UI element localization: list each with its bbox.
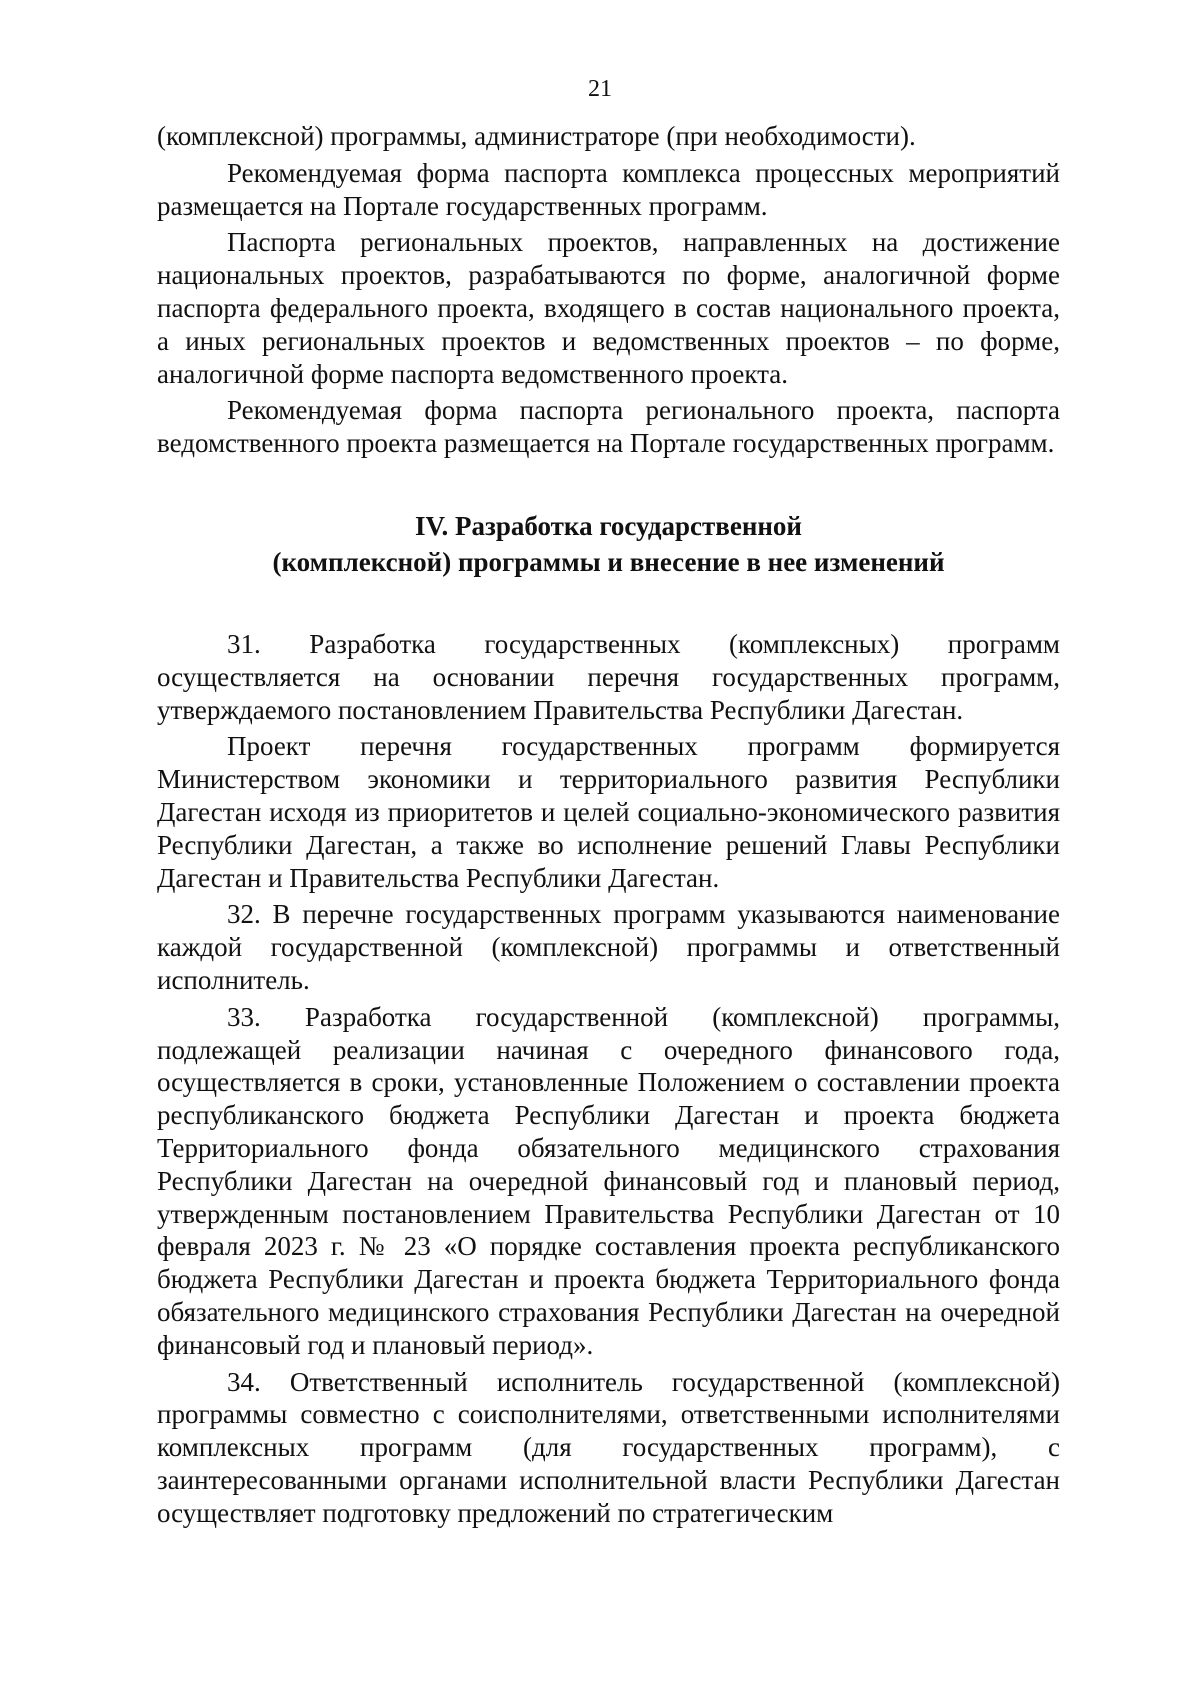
paragraph: Паспорта региональных проектов, направленных на достижение национальных проектов, разрабатываются по форме, аналогичной форме паспорта федерального проекта, входящего в состав национального проекта, а иных региональных проектов и ведомственных проектов – по форме, аналогичной форме паспорта ведомственного проекта. — [157, 227, 1060, 389]
section-heading-line-1: IV. Разработка государственной — [414, 510, 802, 541]
top-paragraphs — [157, 120, 1060, 460]
section-heading — [157, 508, 1060, 580]
document-body — [157, 120, 1060, 1533]
paragraph: (комплексной) программы, администраторе (при необходимости). — [157, 121, 916, 151]
section-heading-line-2: (комплексной) программы и внесение в нее изменений — [272, 546, 945, 577]
paragraph: Проект перечня государственных программ формируется Министерством экономики и территориального развития Республики Дагестан исходя из приоритетов и целей социально-экономического развития Республики Дагестан, а также во исполнение решений Главы Республики Дагестан и Правительства Республики Дагестан. — [157, 731, 1060, 893]
paragraph-33: 33. Разработка государственной (комплексной) программы, подлежащей реализации начиная с очередного финансового года, осуществляется в сроки, установленные Положением о составлении проекта республиканского бюджета Республики Дагестан и проекта бюджета Территориального фонда обязательного медицинского страхования Республики Дагестан на очередной финансовый год и плановый период, утвержденным постановлением Правительства Республики Дагестан от 10 февраля 2023 г. № 23 «О порядке составления проекта республиканского бюджета Республики Дагестан и проекта бюджета Территориального фонда обязательного медицинского страхования Республики Дагестан на очередной финансовый год и плановый период». — [157, 1001, 1060, 1360]
paragraph-32: 32. В перечне государственных программ указываются наименование каждой государственной (комплексной) программы и ответственный исполнитель. — [157, 899, 1060, 995]
bottom-paragraphs — [157, 628, 1060, 1530]
paragraph: Рекомендуемая форма паспорта регионального проекта, паспорта ведомственного проекта размещается на Портале государственных программ. — [157, 395, 1060, 459]
paragraph: Рекомендуемая форма паспорта комплекса процессных мероприятий размещается на Портале государственных программ. — [157, 157, 1060, 221]
page-number: 21 — [588, 76, 612, 102]
paragraph-34: 34. Ответственный исполнитель государственной (комплексной) программы совместно с соисполнителями, ответственными исполнителями комплексных программ (для государственных программ), с заинтересованными органами исполнительной власти Республики Дагестан осуществляет подготовку предложений по стратегическим — [157, 1366, 1060, 1528]
paragraph-31: 31. Разработка государственных (комплексных) программ осуществляется на основании перечня государственных программ, утверждаемого постановлением Правительства Республики Дагестан. — [157, 628, 1060, 725]
